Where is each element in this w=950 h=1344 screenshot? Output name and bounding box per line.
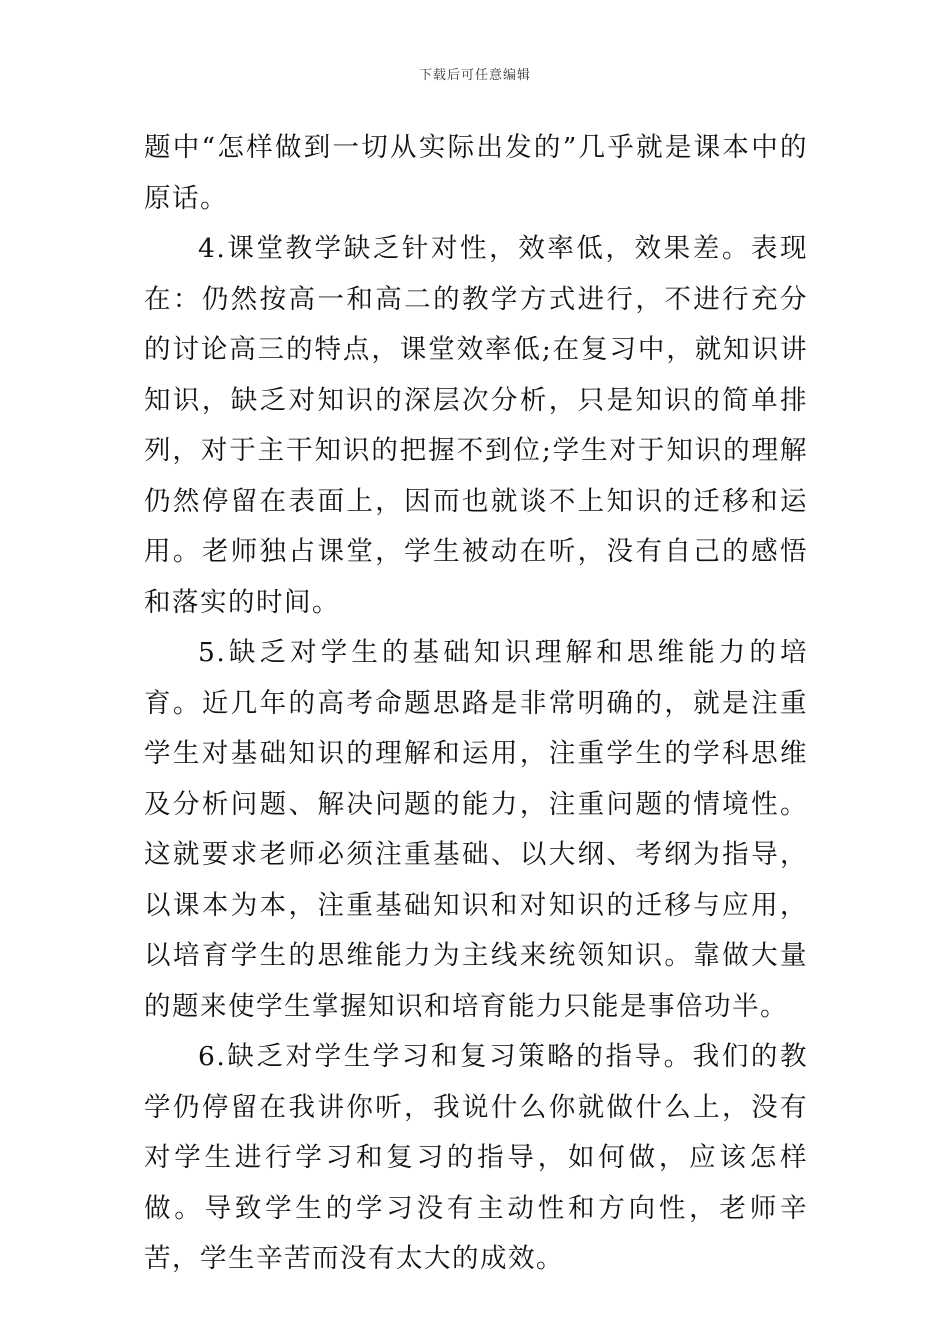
page-header: 下载后可任意编辑	[418, 68, 531, 83]
document-body	[144, 123, 808, 1285]
paragraph-item-5: 5.缺乏对学生的基础知识理解和思维能力的培育。近几年的高考命题思路是非常明确的，就是注重学生对基础知识的理解和运用，注重学生的学科思维及分析问题、解决问题的能力，注重问题的情境性。这就要求老师必须注重基础、以大纲、考纲为指导，以课本为本，注重基础知识和对知识的迁移与应用，以培育学生的思维能力为主线来统领知识。靠做大量的题来使学生掌握知识和培育能力只能是事倍功半。	[144, 637, 808, 1022]
paragraph-item-6: 6.缺乏对学生学习和复习策略的指导。我们的教学仍停留在我讲你听，我说什么你就做什么上，没有对学生进行学习和复习的指导，如何做，应该怎样做。导致学生的学习没有主动性和方向性，老师辛苦，学生辛苦而没有太大的成效。	[144, 1041, 808, 1274]
paragraph-item-4: 4.课堂教学缺乏针对性，效率低，效果差。表现在：仍然按高一和高二的教学方式进行，不进行充分的讨论高三的特点，课堂效率低;在复习中，就知识讲知识，缺乏对知识的深层次分析，只是知识的简单排列，对于主干知识的把握不到位;学生对于知识的理解仍然停留在表面上，因而也就谈不上知识的迁移和运用。老师独占课堂，学生被动在听，没有自己的感悟和落实的时间。	[144, 233, 808, 618]
paragraph-continuation: 题中“怎样做到一切从实际出发的”几乎就是课本中的原话。	[144, 132, 808, 214]
